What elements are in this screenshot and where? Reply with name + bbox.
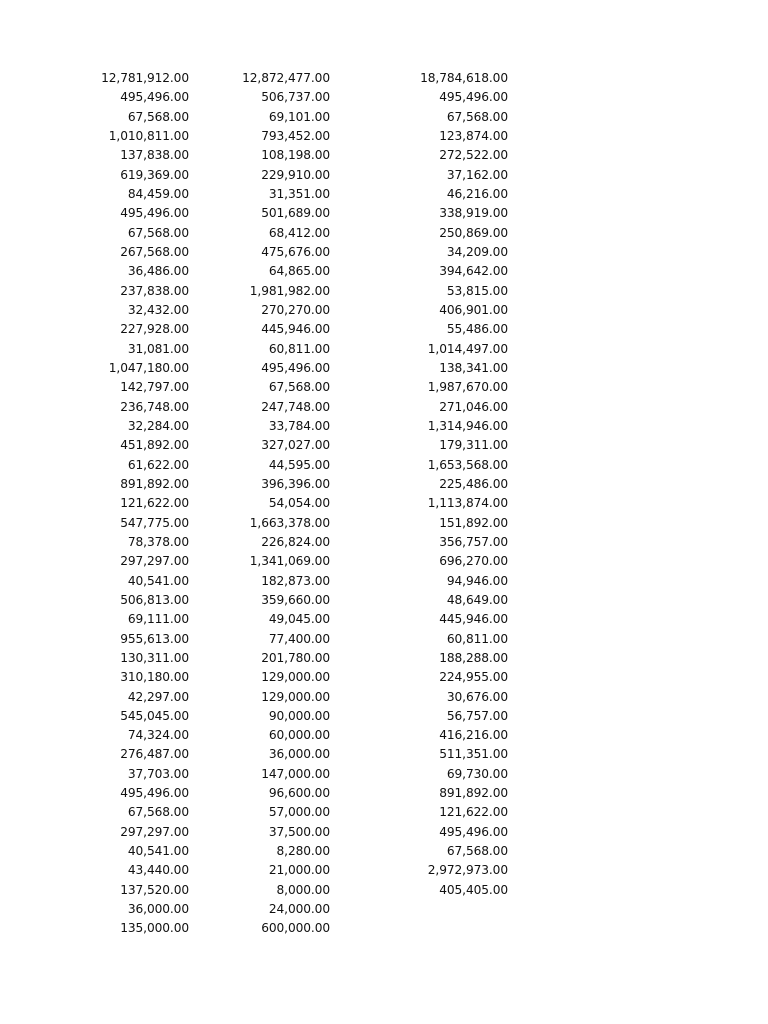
amount-cell: 46,216.00 <box>446 186 508 201</box>
amount-cell: 90,000.00 <box>268 708 330 723</box>
amount-cell: 74,324.00 <box>127 728 189 743</box>
amount-cell: 495,496.00 <box>120 786 189 801</box>
amount-cell: 276,487.00 <box>120 747 189 762</box>
amount-cell: 495,496.00 <box>439 824 508 839</box>
amount-cell: 506,813.00 <box>120 592 189 607</box>
amount-cell: 123,874.00 <box>439 128 508 143</box>
amount-cell: 43,440.00 <box>127 863 189 878</box>
amount-cell: 1,663,378.00 <box>249 515 330 530</box>
amount-cell: 247,748.00 <box>261 399 330 414</box>
amount-column-2 <box>200 69 330 939</box>
amount-cell: 445,946.00 <box>439 612 508 627</box>
amount-cell: 137,520.00 <box>120 882 189 897</box>
amount-column-3 <box>370 69 508 900</box>
amount-cell: 188,288.00 <box>439 650 508 665</box>
amount-cell: 60,811.00 <box>268 341 330 356</box>
amount-cell: 327,027.00 <box>261 438 330 453</box>
amount-cell: 121,622.00 <box>439 805 508 820</box>
amount-cell: 57,000.00 <box>268 805 330 820</box>
amount-cell: 24,000.00 <box>268 902 330 917</box>
amount-cell: 547,775.00 <box>120 515 189 530</box>
amount-cell: 396,396.00 <box>261 476 330 491</box>
amount-cell: 12,872,477.00 <box>242 71 330 85</box>
amount-cell: 147,000.00 <box>261 766 330 781</box>
amount-cell: 137,838.00 <box>120 148 189 163</box>
amount-cell: 55,486.00 <box>446 322 508 337</box>
amount-cell: 31,351.00 <box>268 186 330 201</box>
amount-cell: 94,946.00 <box>446 573 508 588</box>
amount-cell: 36,000.00 <box>127 902 189 917</box>
amount-cell: 67,568.00 <box>127 805 189 820</box>
amount-cell: 501,689.00 <box>261 206 330 221</box>
amount-cell: 129,000.00 <box>261 689 330 704</box>
amount-cell: 34,209.00 <box>446 244 508 259</box>
amount-cell: 36,486.00 <box>127 264 189 279</box>
amount-cell: 226,824.00 <box>261 534 330 549</box>
amount-cell: 32,284.00 <box>127 418 189 433</box>
amount-cell: 53,815.00 <box>446 283 508 298</box>
amount-cell: 495,496.00 <box>261 360 330 375</box>
amount-cell: 96,600.00 <box>268 786 330 801</box>
amount-cell: 545,045.00 <box>120 708 189 723</box>
amount-cell: 42,297.00 <box>127 689 189 704</box>
amount-cell: 130,311.00 <box>120 650 189 665</box>
amount-cell: 270,270.00 <box>261 302 330 317</box>
amount-cell: 33,784.00 <box>268 418 330 433</box>
amount-cell: 40,541.00 <box>127 573 189 588</box>
amount-cell: 135,000.00 <box>120 921 189 936</box>
amount-cell: 60,000.00 <box>268 728 330 743</box>
amount-cell: 129,000.00 <box>261 670 330 685</box>
amount-cell: 30,676.00 <box>446 689 508 704</box>
amount-cell: 68,412.00 <box>268 225 330 240</box>
amount-cell: 67,568.00 <box>446 109 508 124</box>
amount-cell: 1,987,670.00 <box>427 380 508 395</box>
amount-cell: 416,216.00 <box>439 728 508 743</box>
amount-cell: 405,405.00 <box>439 882 508 897</box>
amount-cell: 1,047,180.00 <box>108 360 189 375</box>
amount-cell: 142,797.00 <box>120 380 189 395</box>
amount-cell: 250,869.00 <box>439 225 508 240</box>
amount-cell: 297,297.00 <box>120 824 189 839</box>
amount-cell: 67,568.00 <box>127 225 189 240</box>
amount-cell: 49,045.00 <box>268 612 330 627</box>
amount-cell: 67,568.00 <box>446 844 508 859</box>
amount-cell: 229,910.00 <box>261 167 330 182</box>
amount-cell: 225,486.00 <box>439 476 508 491</box>
amount-cell: 495,496.00 <box>439 90 508 105</box>
amount-cell: 121,622.00 <box>120 496 189 511</box>
amount-column-1 <box>60 69 189 939</box>
amount-cell: 1,010,811.00 <box>108 128 189 143</box>
amount-cell: 338,919.00 <box>439 206 508 221</box>
amount-cell: 40,541.00 <box>127 844 189 859</box>
amount-cell: 48,649.00 <box>446 592 508 607</box>
amount-cell: 495,496.00 <box>120 206 189 221</box>
amount-cell: 37,703.00 <box>127 766 189 781</box>
amount-cell: 77,400.00 <box>268 631 330 646</box>
amount-cell: 18,784,618.00 <box>420 71 508 85</box>
amount-cell: 495,496.00 <box>120 90 189 105</box>
amount-cell: 271,046.00 <box>439 399 508 414</box>
amount-cell: 1,653,568.00 <box>427 457 508 472</box>
amount-cell: 12,781,912.00 <box>101 71 189 85</box>
amount-cell: 1,981,982.00 <box>249 283 330 298</box>
amount-cell: 356,757.00 <box>439 534 508 549</box>
amount-cell: 506,737.00 <box>261 90 330 105</box>
amount-cell: 475,676.00 <box>261 244 330 259</box>
amount-cell: 67,568.00 <box>127 109 189 124</box>
amount-cell: 310,180.00 <box>120 670 189 685</box>
amount-cell: 891,892.00 <box>120 476 189 491</box>
amount-cell: 21,000.00 <box>268 863 330 878</box>
amount-cell: 60,811.00 <box>446 631 508 646</box>
amount-cell: 36,000.00 <box>268 747 330 762</box>
amount-cell: 600,000.00 <box>261 921 330 936</box>
amount-cell: 108,198.00 <box>261 148 330 163</box>
amount-cell: 394,642.00 <box>439 264 508 279</box>
amount-cell: 445,946.00 <box>261 322 330 337</box>
amount-cell: 31,081.00 <box>127 341 189 356</box>
amount-cell: 201,780.00 <box>261 650 330 665</box>
amount-cell: 54,054.00 <box>268 496 330 511</box>
amount-cell: 84,459.00 <box>127 186 189 201</box>
amount-cell: 1,014,497.00 <box>427 341 508 356</box>
amount-cell: 237,838.00 <box>120 283 189 298</box>
amount-cell: 61,622.00 <box>127 457 189 472</box>
amount-cell: 138,341.00 <box>439 360 508 375</box>
amount-cell: 179,311.00 <box>439 438 508 453</box>
amount-cell: 69,101.00 <box>268 109 330 124</box>
amount-cell: 32,432.00 <box>127 302 189 317</box>
amount-cell: 182,873.00 <box>261 573 330 588</box>
amount-cell: 69,730.00 <box>446 766 508 781</box>
amount-cell: 359,660.00 <box>261 592 330 607</box>
amount-cell: 793,452.00 <box>261 128 330 143</box>
amount-cell: 2,972,973.00 <box>427 863 508 878</box>
amount-cell: 227,928.00 <box>120 322 189 337</box>
amount-cell: 67,568.00 <box>268 380 330 395</box>
amount-cell: 406,901.00 <box>439 302 508 317</box>
amount-cell: 8,000.00 <box>276 882 330 897</box>
amount-cell: 696,270.00 <box>439 554 508 569</box>
amount-cell: 297,297.00 <box>120 554 189 569</box>
amount-cell: 955,613.00 <box>120 631 189 646</box>
amount-cell: 69,111.00 <box>127 612 189 627</box>
amount-cell: 224,955.00 <box>439 670 508 685</box>
amount-cell: 1,341,069.00 <box>249 554 330 569</box>
amount-cell: 1,314,946.00 <box>427 418 508 433</box>
amount-cell: 1,113,874.00 <box>427 496 508 511</box>
amount-cell: 619,369.00 <box>120 167 189 182</box>
amount-cell: 451,892.00 <box>120 438 189 453</box>
amount-cell: 37,500.00 <box>268 824 330 839</box>
amount-cell: 64,865.00 <box>268 264 330 279</box>
amount-cell: 44,595.00 <box>268 457 330 472</box>
amount-cell: 8,280.00 <box>276 844 330 859</box>
amount-cell: 151,892.00 <box>439 515 508 530</box>
amount-cell: 78,378.00 <box>127 534 189 549</box>
amount-cell: 272,522.00 <box>439 148 508 163</box>
amount-cell: 56,757.00 <box>446 708 508 723</box>
amount-cell: 37,162.00 <box>446 167 508 182</box>
amount-cell: 511,351.00 <box>439 747 508 762</box>
amount-cell: 267,568.00 <box>120 244 189 259</box>
amount-cell: 236,748.00 <box>120 399 189 414</box>
amount-cell: 891,892.00 <box>439 786 508 801</box>
